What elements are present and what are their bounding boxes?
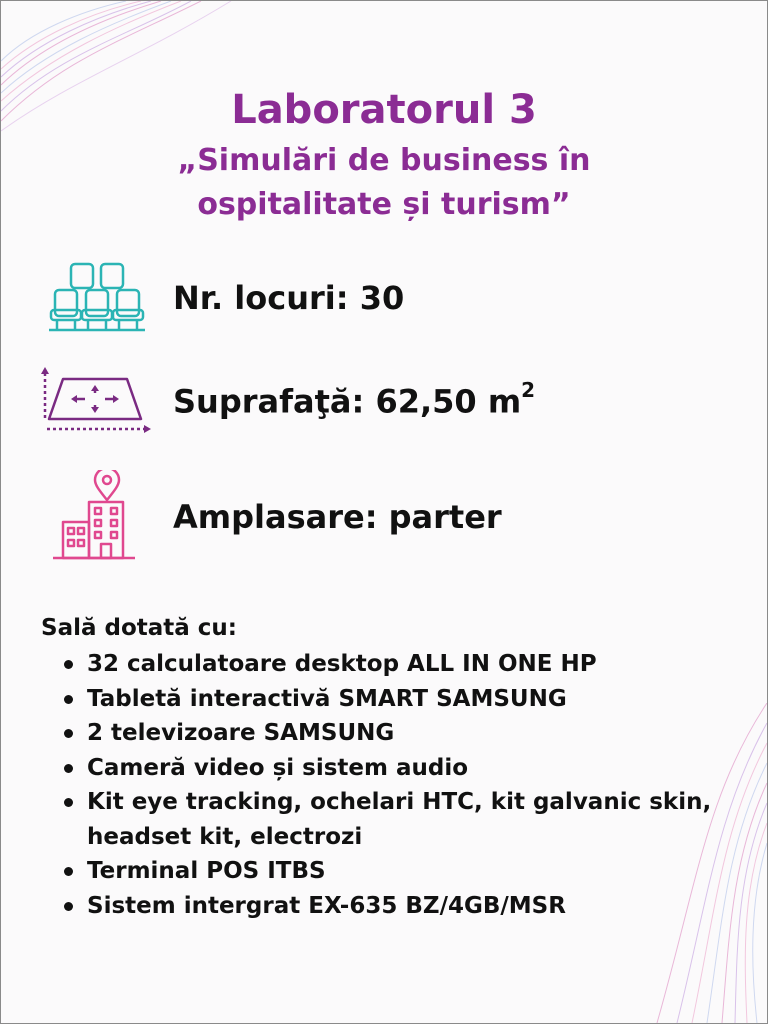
list-item <box>87 854 731 889</box>
bullet-icon <box>64 798 73 807</box>
list-item-text: Tabletă interactivă SMART SAMSUNG <box>87 685 567 712</box>
seats-icon <box>41 260 153 336</box>
list-item-text: 32 calculatoare desktop ALL IN ONE HP <box>87 651 597 677</box>
bullet-icon <box>64 764 73 773</box>
list-item-text: 2 televizoare SAMSUNG <box>87 720 395 746</box>
page-title: Laboratorul 3 <box>231 87 537 133</box>
list-item-text: Sistem intergrat EX-635 BZ/4GB/MSR <box>87 892 566 919</box>
page-subtitle: „Simulări de business în ospitalitate și turism” <box>177 143 591 222</box>
bullet-icon <box>64 695 73 704</box>
area-unit-superscript: 2 <box>521 377 536 402</box>
area-value: Suprafaţă: 62,50 m <box>173 382 522 421</box>
list-item-text: Cameră video și sistem audio <box>87 754 469 781</box>
bullet-icon <box>64 867 73 876</box>
list-item <box>87 751 731 786</box>
area-icon <box>41 365 153 437</box>
list-item <box>87 889 731 924</box>
list-item-text: Kit eye tracking, ochelari HTC, kit galvanic skin, headset kit, electrozi <box>87 789 712 850</box>
list-item <box>87 716 731 751</box>
bullet-icon <box>64 729 73 738</box>
feature-seats <box>41 259 404 337</box>
location-label: Amplasare: parter <box>173 498 502 536</box>
list-item <box>87 785 731 854</box>
equipment-title: Sală dotată cu: <box>41 615 238 641</box>
list-item <box>87 682 731 717</box>
title-block <box>1 85 767 227</box>
list-item <box>87 647 731 682</box>
equipment-list <box>41 647 731 923</box>
list-item-text: Terminal POS ITBS <box>87 858 326 884</box>
equipment-section <box>41 611 731 923</box>
feature-area <box>41 361 535 441</box>
seats-label: Nr. locuri: 30 <box>173 279 405 317</box>
feature-location <box>41 469 502 565</box>
bullet-icon <box>64 902 73 911</box>
building-location-icon <box>41 470 153 564</box>
bullet-icon <box>64 660 73 669</box>
area-label <box>173 377 536 421</box>
